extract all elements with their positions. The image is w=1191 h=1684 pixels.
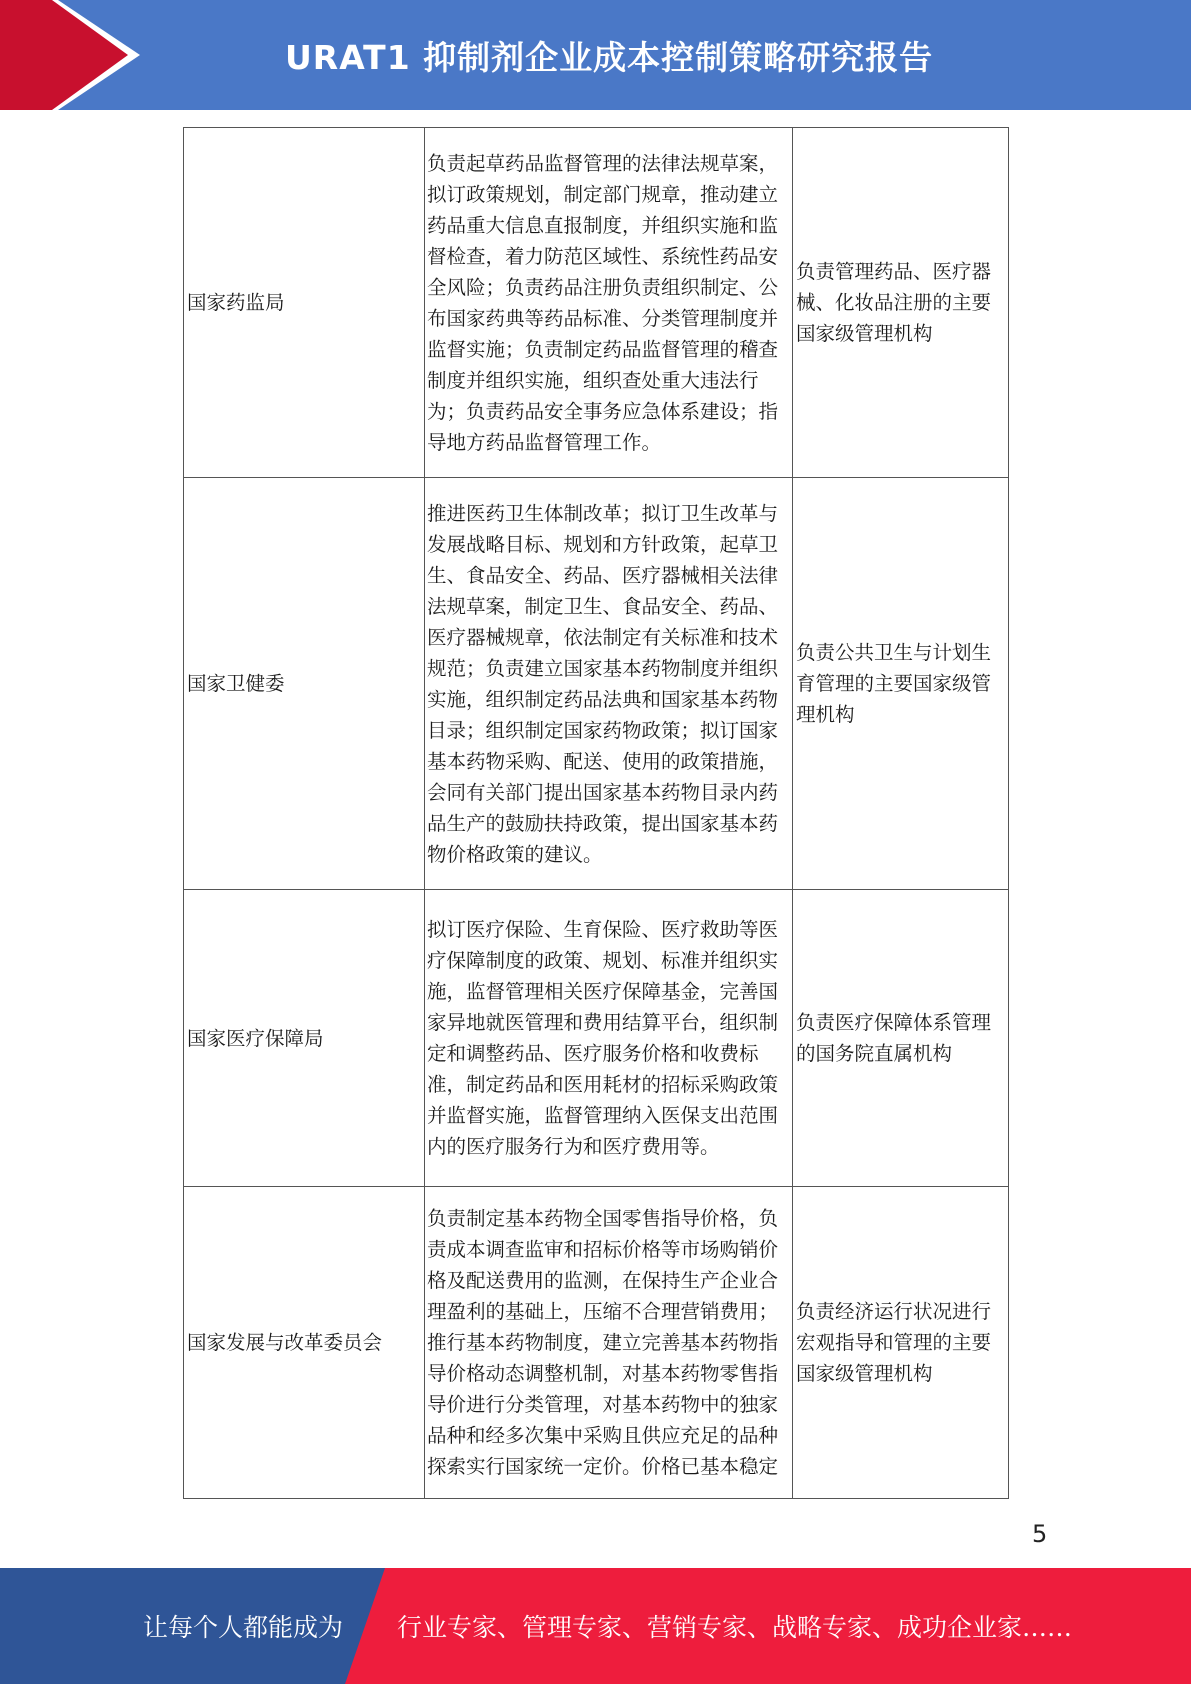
table-row — [184, 128, 1009, 478]
page-header — [0, 0, 1191, 110]
table-row — [184, 890, 1009, 1187]
agency-name: 国家发展与改革委员会 — [184, 1187, 425, 1499]
regulatory-agencies-table — [183, 127, 1009, 1499]
agency-role: 负责公共卫生与计划生育管理的主要国家级管理机构 — [793, 478, 1009, 890]
agency-role: 负责管理药品、医疗器械、化妆品注册的主要国家级管理机构 — [793, 128, 1009, 478]
page-number: 5 — [1032, 1520, 1048, 1548]
table-row — [184, 478, 1009, 890]
agency-name: 国家医疗保障局 — [184, 890, 425, 1187]
report-title: URAT1 抑制剂企业成本控制策略研究报告 — [285, 38, 934, 77]
agency-duties: 推进医药卫生体制改革；拟订卫生改革与发展战略目标、规划和方针政策，起草卫生、食品安全、药品、医疗器械相关法律法规草案，制定卫生、食品安全、药品、医疗器械规章，依法制定有关标准和技术规范；负责建立国家基本药物制度并组织实施，组织制定药品法典和国家基本药物目录；组织制定国家药物政策；拟订国家基本药物采购、配送、使用的政策措施，会同有关部门提出国家基本药物目录内药品生产的鼓励扶持政策，提出国家基本药物价格政策的建议。 — [425, 478, 793, 890]
agency-role: 负责经济运行状况进行宏观指导和管理的主要国家级管理机构 — [793, 1187, 1009, 1499]
footer-slogan-left: 让每个人都能成为 — [143, 1613, 344, 1642]
agency-duties: 负责起草药品监督管理的法律法规草案，拟订政策规划，制定部门规章，推动建立药品重大信息直报制度，并组织实施和监督检查，着力防范区域性、系统性药品安全风险；负责药品注册负责组织制定、公布国家药典等药品标准、分类管理制度并监督实施；负责制定药品监督管理的稽查制度并组织实施，组织查处重大违法行为；负责药品安全事务应急体系建设；指导地方药品监督管理工作。 — [425, 128, 793, 478]
footer-slogan-right: 行业专家、管理专家、营销专家、战略专家、成功企业家…… — [397, 1613, 1073, 1642]
agency-role: 负责医疗保障体系管理的国务院直属机构 — [793, 890, 1009, 1187]
agency-name: 国家药监局 — [184, 128, 425, 478]
agency-duties: 拟订医疗保险、生育保险、医疗救助等医疗保障制度的政策、规划、标准并组织实施，监督管理相关医疗保障基金，完善国家异地就医管理和费用结算平台，组织制定和调整药品、医疗服务价格和收费标准，制定药品和医用耗材的招标采购政策并监督实施，监督管理纳入医保支出范围内的医疗服务行为和医疗费用等。 — [425, 890, 793, 1187]
agency-name: 国家卫健委 — [184, 478, 425, 890]
agency-duties: 负责制定基本药物全国零售指导价格，负责成本调查监审和招标价格等市场购销价格及配送费用的监测，在保持生产企业合理盈利的基础上，压缩不合理营销费用；推行基本药物制度，建立完善基本药物指导价格动态调整机制，对基本药物零售指导价进行分类管理，对基本药物中的独家品种和经多次集中采购且供应充足的品种探索实行国家统一定价。价格已基本稳定 — [425, 1187, 793, 1499]
table-row — [184, 1187, 1009, 1499]
page-footer — [0, 1568, 1191, 1684]
header-arrow-decoration — [0, 0, 150, 110]
